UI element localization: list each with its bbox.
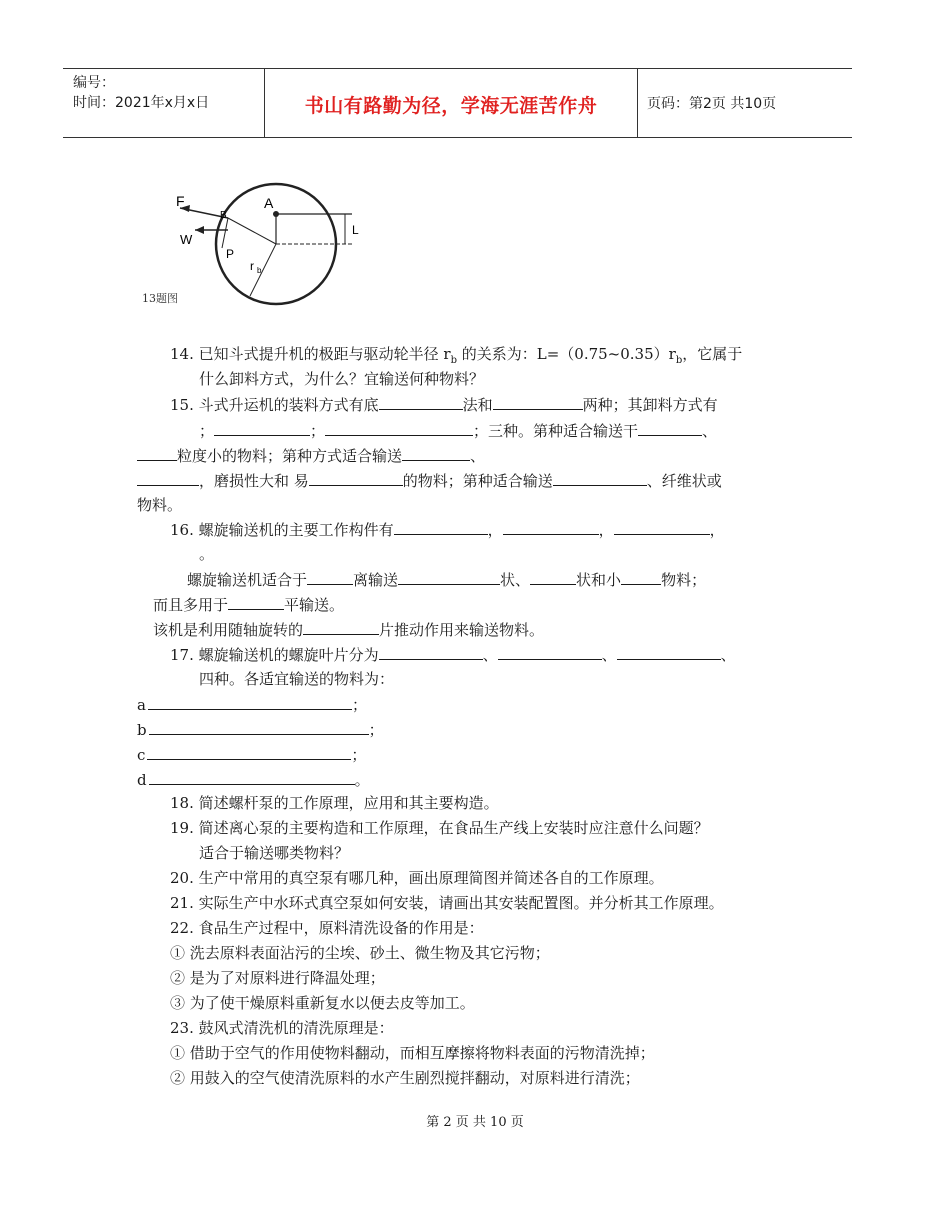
question-19-line-1: 19. 简述离心泵的主要构造和工作原理，在食品生产线上安装时应注意什么问题？	[170, 819, 709, 837]
question-14-line-2: 什么卸料方式，为什么？宜输送何种物料？	[199, 370, 485, 388]
answer-blank[interactable]	[394, 519, 488, 535]
question-17-line-2: 四种。各适宜输送的物料为：	[199, 670, 395, 688]
page-footer: 第 2 页 共 10 页	[426, 1115, 524, 1130]
label-a: A	[264, 195, 274, 211]
question-15-line-5: 物料。	[137, 496, 183, 514]
answer-blank[interactable]	[402, 445, 470, 461]
header-meta	[73, 73, 209, 113]
label-l: L	[352, 223, 359, 237]
answer-blank[interactable]	[325, 420, 473, 436]
answer-blank[interactable]	[309, 470, 403, 486]
header-divider	[637, 69, 638, 137]
answer-blank[interactable]	[398, 569, 500, 585]
page-header	[63, 68, 852, 138]
question-22: 22. 食品生产过程中，原料清洗设备的作用是：	[170, 919, 484, 937]
answer-blank[interactable]	[228, 594, 284, 610]
label-w: W	[180, 232, 193, 247]
answer-blank[interactable]	[621, 569, 661, 585]
arrow-head	[195, 226, 204, 234]
answer-line-d: d 。	[137, 771, 370, 789]
answer-blank[interactable]	[498, 644, 602, 660]
answer-blank[interactable]	[149, 719, 369, 735]
answer-blank[interactable]	[493, 394, 583, 410]
question-17-line-1: 17. 螺旋输送机的螺旋叶片分为 、 、 、	[170, 646, 736, 664]
answer-blank[interactable]	[214, 420, 310, 436]
answer-blank[interactable]	[614, 519, 710, 535]
answer-blank[interactable]	[530, 569, 576, 585]
answer-blank[interactable]	[379, 394, 463, 410]
answer-blank[interactable]	[553, 470, 647, 486]
question-19-line-2: 适合于输送哪类物料？	[199, 844, 350, 862]
answer-blank[interactable]	[638, 420, 702, 436]
question-14-line-1: 14. 已知斗式提升机的极距与驱动轮半径 $r_b$ 的关系为：$L=(0.75\sim 0.35)r_b$，它属于	[170, 345, 743, 366]
answer-blank[interactable]	[503, 519, 599, 535]
question-15-line-1: 15. 斗式升运机的装料方式有底 法和 两种；其卸料方式有	[170, 396, 718, 414]
answer-blank[interactable]	[379, 644, 483, 660]
question-16-line-3: 螺旋输送机适合于 离输送 状、 状和小 物料；	[187, 571, 707, 589]
question-20: 20. 生产中常用的真空泵有哪几种，画出原理简图并简述各自的工作原理。	[170, 869, 664, 887]
header-page-info: 页码：第2页 共10页	[647, 96, 777, 112]
question-23: 23. 鼓风式清洗机的清洗原理是：	[170, 1019, 394, 1037]
question-16-line-1: 16. 螺旋输送机的主要工作构件有 ， ， ，	[170, 521, 725, 539]
figure-caption: 13题图	[142, 292, 178, 305]
question-13-figure	[140, 168, 370, 308]
question-15-line-3: 粒度小的物料；第种方式适合输送 、	[137, 445, 485, 466]
label-rb: r	[250, 259, 254, 273]
answer-blank[interactable]	[137, 445, 177, 461]
answer-blank[interactable]	[617, 644, 721, 660]
answer-line-c: c ；	[137, 746, 367, 764]
question-16-line-4: 而且多用于 平输送。	[153, 596, 345, 614]
time-label: 时间：2021年x月x日	[73, 95, 210, 111]
answer-blank[interactable]	[149, 769, 355, 785]
answer-line-a: a ；	[137, 696, 367, 714]
question-16-line-5: 该机是利用随轴旋转的 片推动作用来输送物料。	[153, 621, 545, 639]
label-rb-sub: b	[257, 266, 262, 275]
question-22-option-1: ① 洗去原料表面沾污的尘埃、砂土、微生物及其它污物；	[170, 944, 550, 962]
label-f: F	[176, 193, 185, 209]
question-18: 18. 简述螺杆泵的工作原理，应用和其主要构造。	[170, 794, 499, 812]
radius-line	[222, 218, 228, 248]
question-15-line-2: ； ； ；三种。第种适合输送干 、	[199, 422, 718, 440]
radius-line	[228, 218, 276, 244]
question-23-option-2: ② 用鼓入的空气使清洗原料的水产生剧烈搅拌翻动，对原料进行清洗；	[170, 1069, 640, 1087]
answer-blank[interactable]	[303, 619, 379, 635]
answer-blank[interactable]	[137, 470, 199, 486]
header-motto: 书山有路勤为径，学海无涯苦作舟	[304, 95, 598, 117]
question-21: 21. 实际生产中水环式真空泵如何安装，请画出其安装配置图。并分析其工作原理。	[170, 894, 724, 912]
label-p: P	[226, 247, 235, 261]
question-22-option-2: ② 是为了对原料进行降温处理；	[170, 969, 385, 987]
label-b: B	[220, 210, 227, 221]
answer-blank[interactable]	[147, 744, 351, 760]
question-22-option-3: ③ 为了使干燥原料重新复水以便去皮等加工。	[170, 994, 475, 1012]
answer-line-b: b ；	[137, 721, 384, 739]
question-15-line-4: ，磨损性大和 易 的物料；第种适合输送 、纤维状或	[137, 470, 722, 491]
number-label: 编号：	[73, 75, 115, 91]
answer-blank[interactable]	[148, 694, 352, 710]
question-16-line-2: 。	[199, 545, 215, 563]
question-23-option-1: ① 借助于空气的作用使物料翻动，而相互摩擦将物料表面的污物清洗掉；	[170, 1044, 655, 1062]
point-a	[273, 211, 279, 217]
answer-blank[interactable]	[307, 569, 353, 585]
